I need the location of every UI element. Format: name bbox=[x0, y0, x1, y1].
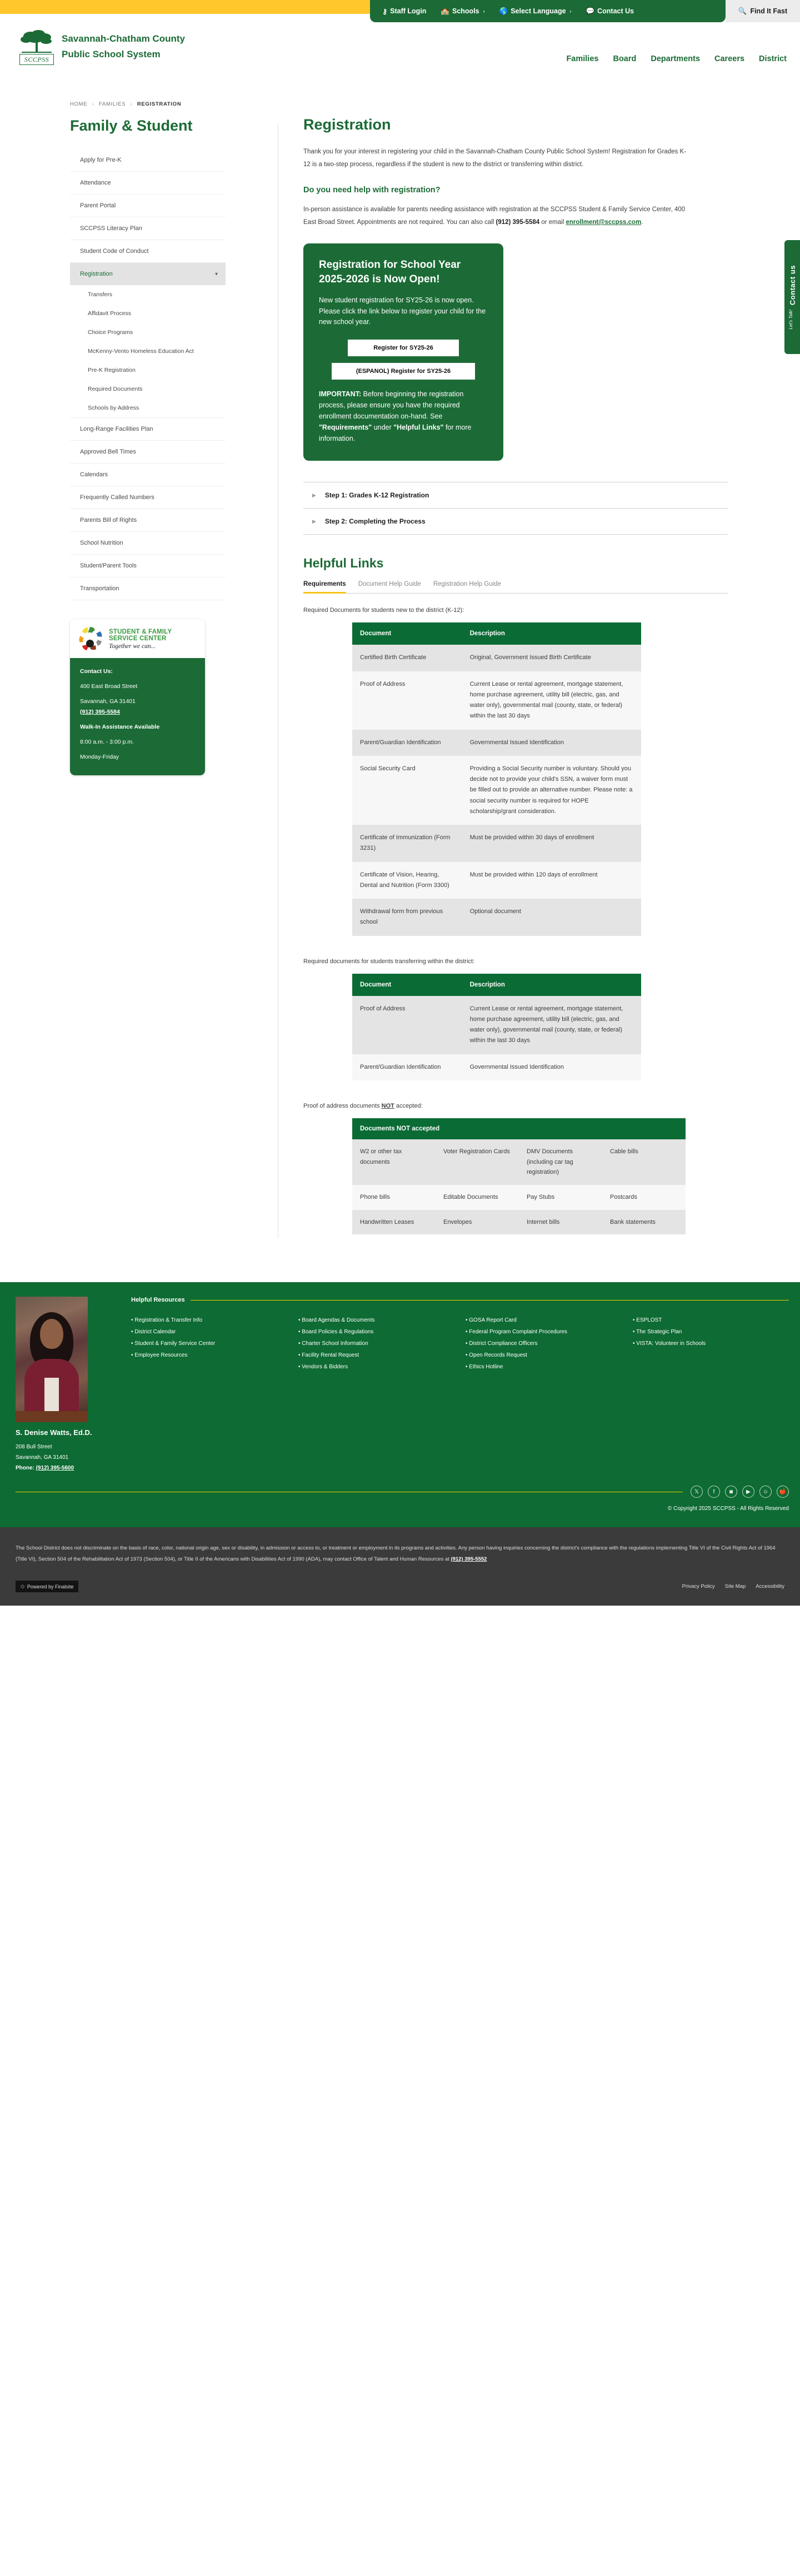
superintendent-block bbox=[16, 1297, 116, 1473]
sfsc-city: Savannah, GA 31401 bbox=[80, 698, 136, 705]
sidebar-item-student-code-of-conduct[interactable] bbox=[70, 240, 226, 263]
help-heading: Do you need help with registration? bbox=[303, 186, 441, 195]
powered-by-label: Powered by Finalsite bbox=[27, 1583, 74, 1590]
sccpss-wordmark: SCCPSS bbox=[19, 54, 54, 65]
table-row bbox=[352, 1185, 686, 1210]
page-body bbox=[0, 111, 800, 1249]
footer-link[interactable]: • Vendors & Bidders bbox=[298, 1361, 454, 1373]
youtube-icon[interactable]: ▶ bbox=[742, 1486, 754, 1498]
not-accepted-text-2: accepted: bbox=[394, 1102, 423, 1109]
sidebar-item-label: Approved Bell Times bbox=[80, 449, 136, 455]
cell-document: Proof of Address bbox=[352, 671, 462, 730]
footer-links bbox=[116, 1297, 789, 1473]
footer-column-1 bbox=[131, 1314, 287, 1373]
sidebar-subitem-pre-k-registration[interactable] bbox=[70, 361, 226, 380]
sfsc-days: Monday-Friday bbox=[80, 754, 119, 761]
cell-document: Certificate of Immunization (Form 3231) bbox=[352, 825, 462, 862]
column-header-description: Description bbox=[462, 622, 641, 645]
cell-not-accepted: Cable bills bbox=[602, 1139, 686, 1185]
footer-link[interactable]: • Facility Rental Request bbox=[298, 1349, 454, 1361]
select-language-link[interactable] bbox=[499, 7, 572, 16]
help-text-part-1: In-person assistance is available for parents needing assistance with registration at the SCCPSS Student & Family Service Center, 400 East Broad Street. Appointments are not required. You can also call bbox=[303, 206, 686, 226]
footer-link[interactable]: • Ethics Hotline bbox=[466, 1361, 622, 1373]
legal-text: The School District does not discriminate on the basis of race, color, national origin age, sex or disability, in admission or access to, or treatment or employment in its programs and activities. Any person having inquiries concerning the district's compliance with the regulations implementing Title VI of the Civil Rights Act of 1964 (Title VI), Section 504 of the Rehabilitation Act of 1973 (Section 504), or Title II of the Americans with Disabilities Act of 1990 (ADA), may contact Office of Talent and Human Resources at bbox=[16, 1545, 776, 1563]
page-title: Registration bbox=[303, 116, 391, 133]
announcement-paragraph: New student registration for SY25-26 is now open. Please click the link below to register your child for the new school year. bbox=[319, 296, 486, 326]
brand-line-1: Savannah-Chatham County bbox=[62, 33, 185, 44]
cell-description: Providing a Social Security number is voluntary. Should you decide not to provide your child's SSN, a waiver form must be filled out to provide an alternative number. Please note: a social security number is required for HOPE scholarship/grant consideration. bbox=[462, 756, 641, 825]
sidebar-item-parent-portal[interactable] bbox=[70, 195, 226, 217]
phone-label: Phone: bbox=[16, 1465, 36, 1472]
breadcrumb-families[interactable]: FAMILIES bbox=[98, 101, 126, 107]
utility-links bbox=[370, 0, 726, 22]
important-label: IMPORTANT: bbox=[319, 390, 362, 398]
footer-link[interactable]: • Charter School Information bbox=[298, 1338, 454, 1349]
legal-section bbox=[0, 1527, 800, 1606]
cell-description: Must be provided within 120 days of enrollment bbox=[462, 862, 641, 899]
contact-us-label: Contact Us bbox=[597, 7, 634, 15]
tab-document-help-guide[interactable]: Document Help Guide bbox=[358, 581, 421, 588]
chevron-right-icon: ▶ bbox=[312, 518, 316, 524]
superintendent-photo bbox=[16, 1297, 88, 1422]
sidebar-subitem-mckenny-vento[interactable] bbox=[70, 342, 226, 361]
finalsite-icon: ◇ bbox=[21, 1583, 24, 1590]
footer-column-3 bbox=[466, 1314, 622, 1373]
footer-resources-heading: Helpful Resources bbox=[131, 1297, 185, 1304]
sfsc-phone-link[interactable]: (912) 395-5584 bbox=[80, 708, 120, 715]
column-header-description: Description bbox=[462, 974, 641, 996]
apple-icon[interactable]: 🍎 bbox=[777, 1486, 789, 1498]
table-row bbox=[352, 899, 641, 936]
sidebar-item-long-range-facilities-plan[interactable] bbox=[70, 418, 226, 441]
sfsc-address: 400 East Broad Street bbox=[80, 683, 138, 690]
non-discrimination-statement bbox=[16, 1543, 784, 1565]
sidebar-item-label: Long-Range Facilities Plan bbox=[80, 426, 153, 432]
chevron-right-icon: › bbox=[569, 8, 572, 14]
cell-description: Current Lease or rental agreement, mortgage statement, home purchase agreement, utility bill (electric, gas, and water only), governmental mail (county, state, or federal) within the last 30 days bbox=[462, 671, 641, 730]
table-row bbox=[352, 996, 641, 1054]
accessibility-link[interactable]: Accessibility bbox=[756, 1583, 784, 1590]
footer-link[interactable]: • Board Policies & Regulations bbox=[298, 1326, 454, 1338]
note-transfer-students: Required documents for students transferring within the district: bbox=[303, 958, 475, 965]
site-footer bbox=[0, 1282, 800, 1527]
sidebar-subitem-schools-by-address[interactable] bbox=[70, 398, 226, 418]
main-content bbox=[278, 111, 800, 1249]
accordion-step-2-label: Step 2: Completing the Process bbox=[324, 517, 426, 526]
footer-link[interactable]: • District Calendar bbox=[131, 1326, 287, 1338]
sidebar-item-calendars[interactable] bbox=[70, 464, 226, 486]
staff-login-link[interactable] bbox=[382, 7, 426, 16]
footer-link[interactable]: • Employee Resources bbox=[131, 1349, 287, 1361]
column-header-document: Document bbox=[352, 974, 462, 996]
contact-us-side-tab[interactable] bbox=[784, 240, 800, 354]
sidebar-item-label: Frequently Called Numbers bbox=[80, 494, 154, 501]
important-text-1: Before beginning the registration process, please ensure you have the required enrollment documentation on-hand. See bbox=[319, 390, 464, 421]
announcement-important-note bbox=[319, 388, 488, 444]
registration-announcement bbox=[303, 243, 503, 461]
helpful-links-heading: Helpful Links bbox=[303, 556, 384, 571]
sidebar bbox=[0, 111, 278, 1249]
help-text-part-3: . bbox=[641, 219, 643, 226]
cell-description: Must be provided within 30 days of enrollment bbox=[462, 825, 641, 862]
smiley-icon[interactable]: ☺ bbox=[759, 1486, 772, 1498]
table-row bbox=[352, 756, 641, 825]
announcement-heading: Registration for School Year 2025-2026 is Now Open! bbox=[319, 259, 461, 285]
table-row bbox=[352, 825, 641, 862]
cell-not-accepted: Phone bills bbox=[352, 1185, 436, 1210]
superintendent-city: Savannah, GA 31401 bbox=[16, 1454, 69, 1461]
divider bbox=[191, 1300, 789, 1301]
documents-not-accepted-table bbox=[352, 1118, 686, 1234]
privacy-policy-link[interactable]: Privacy Policy bbox=[682, 1583, 715, 1590]
nav-board[interactable]: Board bbox=[613, 54, 637, 63]
sidebar-item-label: Student Code of Conduct bbox=[80, 248, 149, 255]
sfsc-tagline: Together we can... bbox=[109, 643, 156, 650]
sfsc-hours: 8:00 a.m. - 3:00 p.m. bbox=[80, 738, 134, 745]
cell-not-accepted: Pay Stubs bbox=[519, 1185, 602, 1210]
sidebar-nav bbox=[70, 149, 226, 600]
accordion-step-1[interactable] bbox=[303, 482, 728, 508]
sidebar-item-label: Schools by Address bbox=[88, 405, 139, 411]
cell-description: Governmental Issued Identification bbox=[462, 1054, 641, 1080]
footer-column-2 bbox=[298, 1314, 454, 1373]
sidebar-subitem-required-documents[interactable] bbox=[70, 380, 226, 398]
hr-phone-link[interactable]: (912) 395-5552 bbox=[451, 1556, 487, 1563]
footer-link[interactable]: • Federal Program Complaint Procedures bbox=[466, 1326, 622, 1338]
helpful-links-tabs bbox=[303, 581, 728, 594]
sfsc-contact-body bbox=[70, 658, 205, 775]
find-it-fast-button[interactable] bbox=[726, 0, 800, 22]
accordion-step-1-label: Step 1: Grades K-12 Registration bbox=[324, 491, 429, 500]
sidebar-item-label: Calendars bbox=[80, 471, 108, 478]
footer-link[interactable]: • The Strategic Plan bbox=[633, 1326, 789, 1338]
main-navigation bbox=[566, 54, 787, 63]
register-sy25-26-button[interactable]: Register for SY25-26 bbox=[348, 340, 459, 356]
powered-by-badge[interactable] bbox=[16, 1581, 78, 1592]
table-row bbox=[352, 1210, 686, 1235]
enrollment-email-link[interactable]: enrollment@sccpss.com bbox=[566, 219, 642, 226]
chevron-down-icon: ▾ bbox=[214, 271, 218, 277]
cell-not-accepted: Handwritten Leases bbox=[352, 1210, 436, 1235]
contact-us-tab-label: Contact us bbox=[788, 265, 797, 305]
site-map-link[interactable]: Site Map bbox=[724, 1583, 746, 1590]
cell-document: Social Security Card bbox=[352, 756, 462, 825]
footer-link[interactable]: • District Compliance Officers bbox=[466, 1338, 622, 1349]
sidebar-subitem-affidavit-process[interactable] bbox=[70, 304, 226, 323]
footer-social-row bbox=[0, 1486, 800, 1498]
sidebar-item-transportation[interactable] bbox=[70, 577, 226, 600]
note-not-accepted bbox=[303, 1103, 728, 1109]
cell-description: Original, Government Issued Birth Certificate bbox=[462, 645, 641, 671]
required-documents-new-table bbox=[352, 622, 641, 935]
instagram-icon[interactable]: ◙ bbox=[725, 1486, 737, 1498]
sidebar-item-label: Choice Programs bbox=[88, 329, 133, 336]
breadcrumb bbox=[0, 93, 800, 111]
yellow-accent-bar bbox=[0, 0, 411, 14]
superintendent-phone-link[interactable]: (912) 395-5600 bbox=[36, 1465, 74, 1472]
sfsc-line-1: STUDENT & FAMILY bbox=[109, 628, 172, 635]
cell-not-accepted: W2 or other tax documents bbox=[352, 1139, 436, 1185]
cell-document: Parent/Guardian Identification bbox=[352, 730, 462, 756]
footer-column-4 bbox=[633, 1314, 789, 1373]
sidebar-item-label: School Nutrition bbox=[80, 540, 123, 546]
cell-not-accepted: DMV Documents (including car tag registration) bbox=[519, 1139, 602, 1185]
important-requirements-quote: "Requirements" bbox=[319, 423, 372, 432]
cell-not-accepted: Internet bills bbox=[519, 1210, 602, 1235]
top-utility-bar bbox=[0, 0, 800, 26]
note-new-students: Required Documents for students new to the district (K-12): bbox=[303, 607, 464, 614]
sidebar-item-label: Transfers bbox=[88, 291, 112, 298]
sfsc-line-2: SERVICE CENTER bbox=[109, 635, 167, 642]
facebook-icon[interactable]: f bbox=[708, 1486, 720, 1498]
people-circle-icon bbox=[76, 625, 104, 654]
footer-link[interactable]: • Registration & Transfer Info bbox=[131, 1314, 287, 1326]
table-row bbox=[352, 1054, 641, 1080]
sidebar-item-label: Apply for Pre-K bbox=[80, 157, 122, 163]
chat-icon: 💬 bbox=[586, 7, 595, 15]
superintendent-phone-row bbox=[16, 1463, 116, 1473]
cell-not-accepted: Bank statements bbox=[602, 1210, 686, 1235]
important-text-2: under bbox=[372, 423, 394, 432]
table-header-row bbox=[352, 622, 641, 645]
sidebar-item-label: Pre-K Registration bbox=[88, 367, 136, 373]
accordion-step-2[interactable] bbox=[303, 508, 728, 535]
legal-bottom-row bbox=[16, 1581, 784, 1592]
sidebar-item-student-parent-tools[interactable] bbox=[70, 555, 226, 577]
footer-link[interactable]: • GOSA Report Card bbox=[466, 1314, 622, 1326]
brand-line-2: Public School System bbox=[62, 49, 161, 59]
find-it-fast-label: Find It Fast bbox=[750, 7, 788, 15]
brand-row bbox=[0, 26, 800, 93]
cell-document: Parent/Guardian Identification bbox=[352, 1054, 462, 1080]
table-row bbox=[352, 671, 641, 730]
important-helpful-links-quote: "Helpful Links" bbox=[393, 423, 444, 432]
cell-document: Certificate of Vision, Hearing, Dental and Nutrition (Form 3300) bbox=[352, 862, 462, 899]
sidebar-item-label: Required Documents bbox=[88, 386, 143, 392]
oak-tree-icon bbox=[19, 28, 54, 65]
steps-accordion bbox=[303, 482, 728, 535]
brand-title bbox=[62, 31, 185, 62]
help-text-part-2: or email bbox=[539, 219, 566, 226]
sidebar-subitem-transfers[interactable] bbox=[70, 285, 226, 304]
key-icon: ⚷ bbox=[382, 7, 388, 16]
schools-link[interactable] bbox=[441, 7, 484, 16]
chevron-right-icon: › bbox=[483, 8, 485, 14]
cell-description: Governmental Issued Identification bbox=[462, 730, 641, 756]
footer-resources-header bbox=[131, 1297, 789, 1303]
chevron-right-icon: ▶ bbox=[312, 492, 316, 498]
sidebar-item-label: Attendance bbox=[80, 180, 111, 186]
footer-link[interactable]: • Open Records Request bbox=[466, 1349, 622, 1361]
breadcrumb-separator: › bbox=[130, 101, 133, 107]
sidebar-item-registration[interactable] bbox=[70, 263, 226, 285]
social-links bbox=[691, 1486, 789, 1498]
sidebar-item-label: Transportation bbox=[80, 585, 119, 592]
cell-not-accepted: Editable Documents bbox=[436, 1185, 519, 1210]
contact-us-link[interactable] bbox=[586, 7, 634, 16]
not-accepted-text-1: Proof of address documents bbox=[303, 1102, 382, 1109]
table-row bbox=[352, 862, 641, 899]
cell-document: Withdrawal form from previous school bbox=[352, 899, 462, 936]
cell-description: Current Lease or rental agreement, mortgage statement, home purchase agreement, utility bill (electric, gas, and water only), governmental mail (county, state, or federal) within the last 30 days bbox=[462, 996, 641, 1054]
tab-requirements[interactable]: Requirements bbox=[303, 581, 346, 594]
sidebar-item-attendance[interactable] bbox=[70, 172, 226, 195]
sidebar-title: Family & Student bbox=[70, 117, 193, 134]
select-language-label: Select Language bbox=[511, 7, 566, 15]
footer-link-columns bbox=[131, 1314, 789, 1373]
site-logo[interactable] bbox=[19, 28, 185, 65]
sidebar-item-apply-for-pre-k[interactable] bbox=[70, 149, 226, 172]
sidebar-item-sccpss-literacy-plan[interactable] bbox=[70, 217, 226, 240]
nav-district[interactable]: District bbox=[759, 54, 787, 63]
sidebar-subitem-choice-programs[interactable] bbox=[70, 323, 226, 342]
sidebar-item-label: Registration bbox=[80, 271, 113, 277]
footer-top bbox=[0, 1297, 800, 1473]
required-documents-transfer-table bbox=[352, 974, 641, 1080]
footer-link[interactable]: • Student & Family Service Center bbox=[131, 1338, 287, 1349]
breadcrumb-home[interactable]: HOME bbox=[70, 101, 88, 107]
help-paragraph bbox=[303, 203, 692, 229]
sidebar-item-frequently-called-numbers[interactable] bbox=[70, 486, 226, 509]
not-accepted-emphasis: NOT bbox=[381, 1102, 394, 1109]
sidebar-item-parents-bill-of-rights[interactable] bbox=[70, 509, 226, 532]
sidebar-item-approved-bell-times[interactable] bbox=[70, 441, 226, 464]
staff-login-label: Staff Login bbox=[390, 7, 427, 15]
footer-copyright: © Copyright 2025 SCCPSS - All Rights Reserved bbox=[667, 1506, 789, 1512]
lets-talk-label: Let's Talk! bbox=[788, 309, 793, 330]
help-phone: (912) 395-5584 bbox=[496, 219, 540, 226]
x-twitter-icon[interactable]: 𝕏 bbox=[691, 1486, 703, 1498]
sfsc-contact-heading: Contact Us: bbox=[80, 668, 113, 675]
table-row bbox=[352, 645, 641, 671]
sidebar-item-label: Parent Portal bbox=[80, 202, 116, 209]
cell-description: Optional document bbox=[462, 899, 641, 936]
cell-not-accepted: Postcards bbox=[602, 1185, 686, 1210]
superintendent-name: S. Denise Watts, Ed.D. bbox=[16, 1428, 92, 1437]
cell-document: Proof of Address bbox=[352, 996, 462, 1054]
superintendent-address: 208 Bull Street bbox=[16, 1444, 52, 1451]
footer-link[interactable]: • VISTA: Volunteer in Schools bbox=[633, 1338, 789, 1349]
sfsc-wordmark bbox=[109, 629, 172, 650]
column-header-documents-not-accepted: Documents NOT accepted bbox=[352, 1118, 686, 1139]
column-header-document: Document bbox=[352, 622, 462, 645]
table-row bbox=[352, 1139, 686, 1185]
breadcrumb-separator: › bbox=[92, 101, 94, 107]
legal-links bbox=[682, 1583, 784, 1590]
breadcrumb-current: REGISTRATION bbox=[137, 101, 182, 107]
register-spanish-button[interactable]: (ESPANOL) Register for SY25-26 bbox=[332, 363, 475, 380]
nav-departments[interactable]: Departments bbox=[651, 54, 701, 63]
sfsc-walkin-heading: Walk-In Assistance Available bbox=[80, 723, 160, 730]
student-family-service-center-card bbox=[70, 619, 205, 775]
sidebar-item-label: Student/Parent Tools bbox=[80, 562, 137, 569]
footer-link[interactable]: • Board Agendas & Documents bbox=[298, 1314, 454, 1326]
table-header-row bbox=[352, 1118, 686, 1139]
table-header-row bbox=[352, 974, 641, 996]
intro-paragraph: Thank you for your interest in registering your child in the Savannah-Chatham County Public School System! Registration for Grades K-12 is a two-step process, regardless if the student is new to the district or transferring within district. bbox=[303, 148, 687, 168]
table-row bbox=[352, 730, 641, 756]
cell-not-accepted: Voter Registration Cards bbox=[436, 1139, 519, 1185]
globe-icon: 🌎 bbox=[499, 7, 508, 15]
sfsc-logo bbox=[70, 619, 205, 658]
nav-families[interactable]: Families bbox=[566, 54, 599, 63]
search-icon: 🔍 bbox=[738, 7, 747, 15]
sidebar-item-school-nutrition[interactable] bbox=[70, 532, 226, 555]
cell-document: Certified Birth Certificate bbox=[352, 645, 462, 671]
school-icon: 🏫 bbox=[441, 7, 449, 15]
cell-not-accepted: Envelopes bbox=[436, 1210, 519, 1235]
nav-careers[interactable]: Careers bbox=[714, 54, 745, 63]
sidebar-item-label: Parents Bill of Rights bbox=[80, 517, 137, 524]
important-text-3: for more information. bbox=[319, 423, 472, 443]
sidebar-item-label: SCCPSS Literacy Plan bbox=[80, 225, 142, 232]
sidebar-item-label: McKenny-Vento Homeless Education Act bbox=[88, 348, 194, 355]
footer-link[interactable]: • ESPLOST bbox=[633, 1314, 789, 1326]
schools-label: Schools bbox=[452, 7, 479, 15]
sidebar-item-label: Affidavit Process bbox=[88, 310, 132, 317]
tab-registration-help-guide[interactable]: Registration Help Guide bbox=[433, 581, 501, 588]
